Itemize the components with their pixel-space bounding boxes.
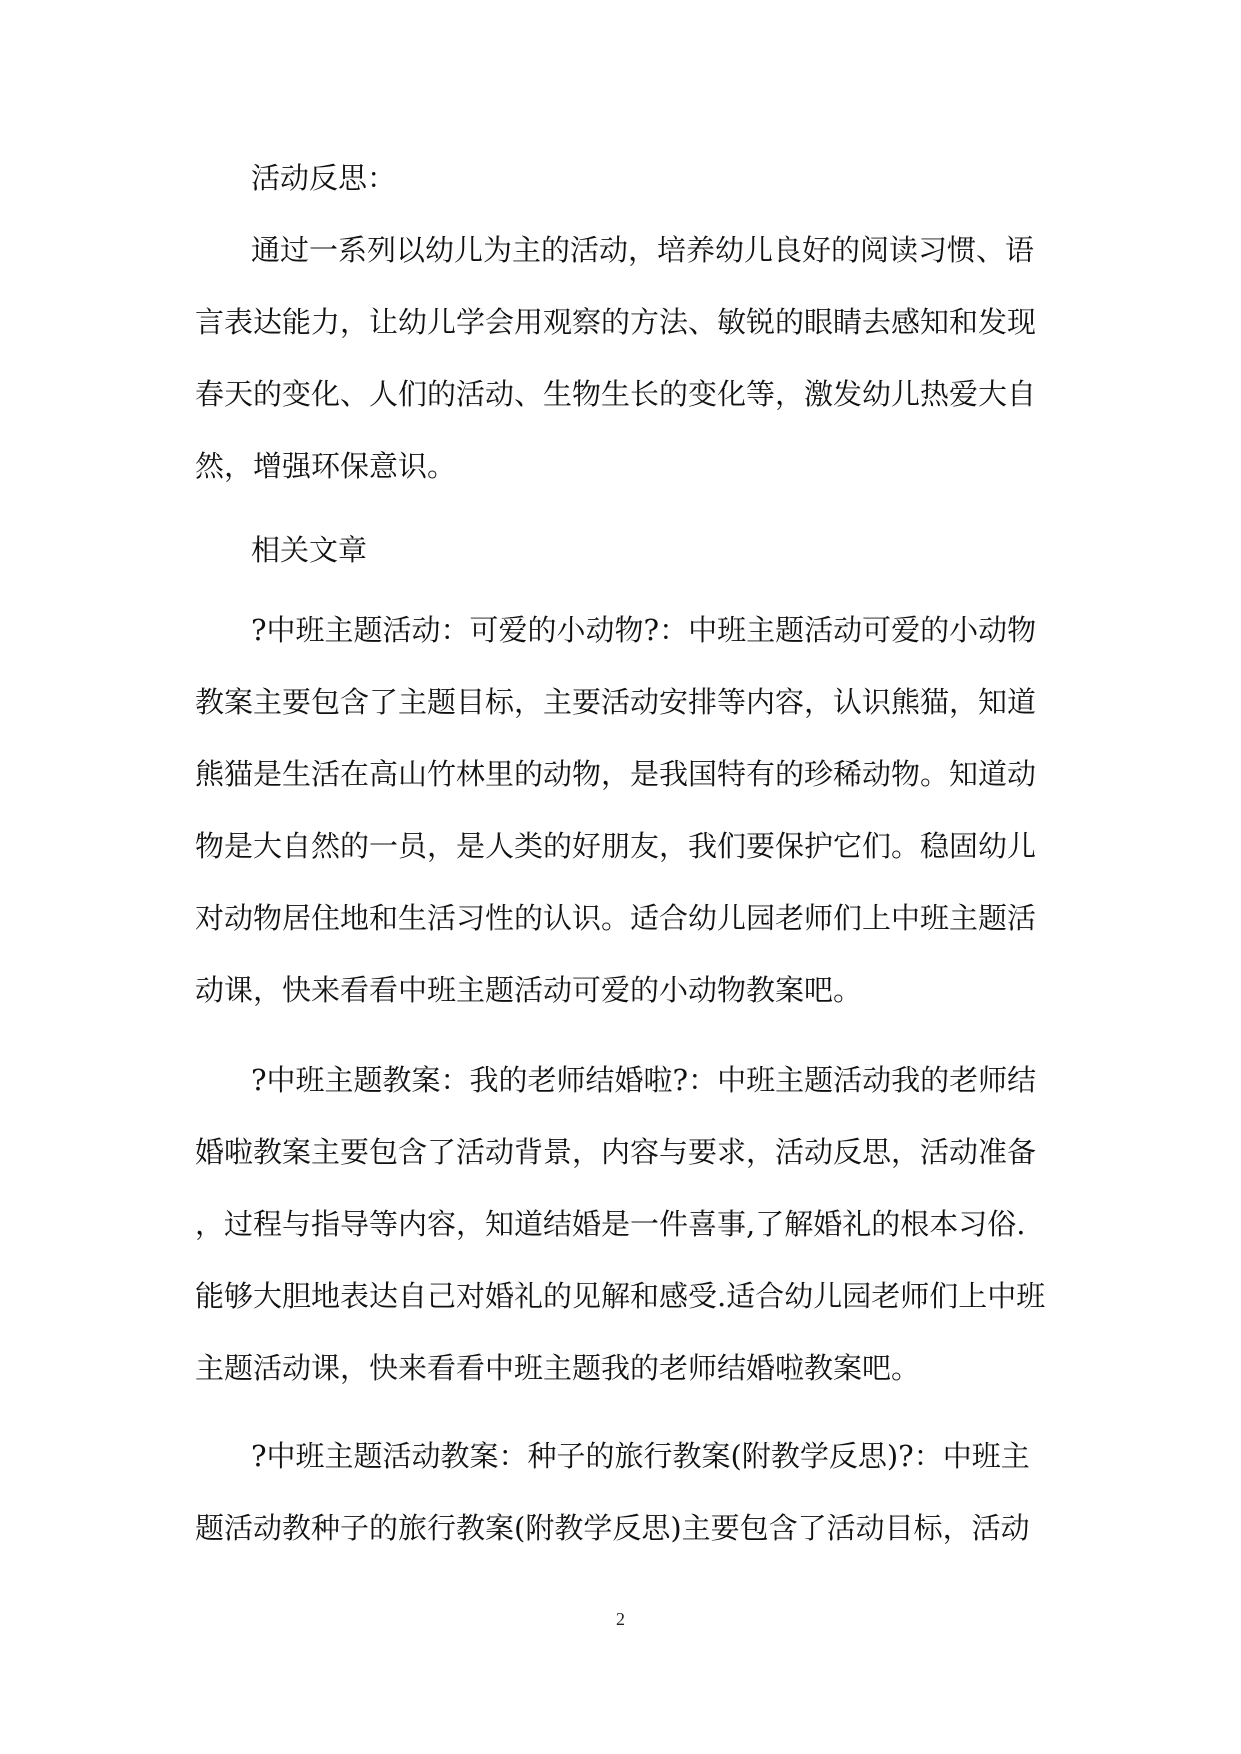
paragraph-line: 婚啦教案主要包含了活动背景，内容与要求，活动反思，活动准备 — [195, 1135, 1037, 1169]
paragraph-line: 动课，快来看看中班主题活动可爱的小动物教案吧。 — [195, 973, 863, 1007]
paragraph-line: 主题活动课，快来看看中班主题我的老师结婚啦教案吧。 — [195, 1351, 921, 1385]
paragraph-line: ?中班主题教案：我的老师结婚啦?：中班主题活动我的老师结 — [251, 1063, 1037, 1097]
page-number: 2 — [616, 1609, 625, 1629]
paragraph-line: ，过程与指导等内容，知道结婚是一件喜事,了解婚礼的根本习俗. — [195, 1207, 1026, 1241]
paragraph-line: 题活动教种子的旅行教案(附教学反思)主要包含了活动目标，活动 — [195, 1511, 1030, 1545]
heading-activity-reflection: 活动反思： — [251, 161, 397, 195]
paragraph-line: ?中班主题活动：可爱的小动物?：中班主题活动可爱的小动物 — [251, 613, 1037, 647]
paragraph-line: 能够大胆地表达自己对婚礼的见解和感受.适合幼儿园老师们上中班 — [195, 1279, 1046, 1313]
paragraph-line: 对动物居住地和生活习性的认识。适合幼儿园老师们上中班主题活 — [195, 901, 1037, 935]
paragraph-line: 通过一系列以幼儿为主的活动，培养幼儿良好的阅读习惯、语 — [251, 233, 1035, 267]
paragraph-line: 春天的变化、人们的活动、生物生长的变化等，激发幼儿热爱大自 — [195, 377, 1037, 411]
paragraph-line: ?中班主题活动教案：种子的旅行教案(附教学反思)?：中班主 — [251, 1439, 1030, 1473]
paragraph-line: 然，增强环保意识。 — [195, 449, 457, 483]
paragraph-line: 熊猫是生活在高山竹林里的动物，是我国特有的珍稀动物。知道动 — [195, 757, 1037, 791]
paragraph-line: 物是大自然的一员，是人类的好朋友，我们要保护它们。稳固幼儿 — [195, 829, 1037, 863]
heading-related-articles: 相关文章 — [251, 533, 368, 567]
paragraph-line: 言表达能力，让幼儿学会用观察的方法、敏锐的眼睛去感知和发现 — [195, 305, 1037, 339]
paragraph-line: 教案主要包含了主题目标，主要活动安排等内容，认识熊猫，知道 — [195, 685, 1037, 719]
